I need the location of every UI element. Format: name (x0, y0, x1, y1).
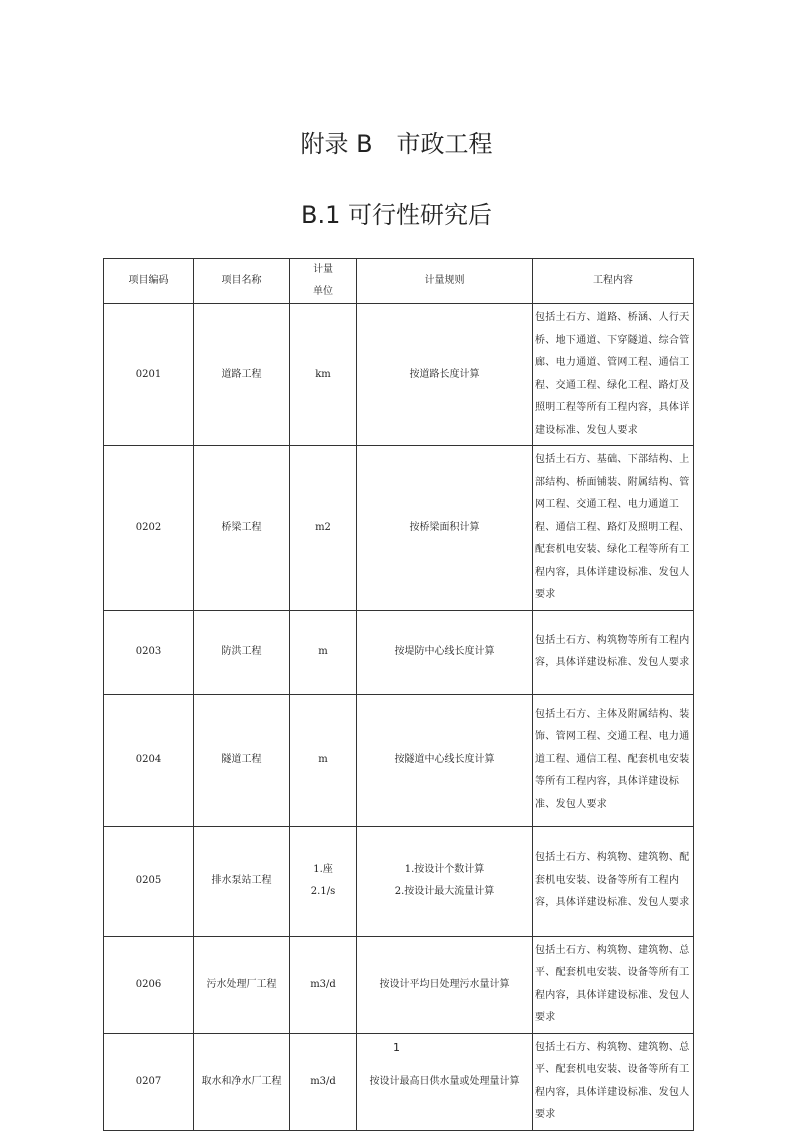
table-row (104, 694, 694, 826)
row-unit-line2: 2.1/s (310, 886, 336, 897)
row-content: 包括土石方、构筑物、建筑物、配套机电安装、设备等所有工程内容，具体详建设标准、发包人要求 (533, 826, 694, 936)
row-rule: 按桥梁面积计算 (357, 446, 533, 611)
row-content: 包括土石方、构筑物、建筑物、总平、配套机电安装、设备等所有工程内容，具体详建设标准、发包人要求 (533, 936, 694, 1033)
header-rule: 计量规则 (357, 259, 533, 304)
header-unit (290, 259, 357, 304)
row-name: 道路工程 (194, 304, 290, 446)
row-code: 0203 (104, 610, 194, 694)
row-rule-line2: 2.按设计最大流量计算 (394, 886, 495, 897)
row-unit-line1: 1.座 (313, 864, 333, 875)
table-row (104, 826, 694, 936)
table-row (104, 610, 694, 694)
row-name: 隧道工程 (194, 694, 290, 826)
row-unit (290, 826, 357, 936)
row-rule: 按设计最高日供水量或处理量计算 (357, 1033, 533, 1130)
row-unit: km (290, 304, 357, 446)
row-code: 0204 (104, 694, 194, 826)
row-code: 0205 (104, 826, 194, 936)
row-rule: 按设计平均日处理污水量计算 (357, 936, 533, 1033)
row-code: 0201 (104, 304, 194, 446)
row-unit: m2 (290, 446, 357, 611)
row-rule (357, 826, 533, 936)
header-unit-line1: 计量 (313, 264, 333, 275)
row-unit: m3/d (290, 1033, 357, 1130)
header-name: 项目名称 (194, 259, 290, 304)
header-code: 项目编码 (104, 259, 194, 304)
row-rule: 按堤防中心线长度计算 (357, 610, 533, 694)
row-unit: m (290, 694, 357, 826)
row-name: 桥梁工程 (194, 446, 290, 611)
table-row (104, 936, 694, 1033)
section-title: B.1 可行性研究后 (301, 201, 492, 229)
page-number: 1 (393, 1041, 400, 1054)
appendix-title: 附录 B 市政工程 (300, 130, 493, 158)
row-name: 防洪工程 (194, 610, 290, 694)
row-name: 污水处理厂工程 (194, 936, 290, 1033)
measurement-rules-table (103, 258, 694, 1131)
header-unit-line2: 单位 (313, 286, 333, 297)
row-content: 包括土石方、道路、桥涵、人行天桥、地下通道、下穿隧道、综合管廊、电力通道、管网工程、通信工程、交通工程、绿化工程、路灯及照明工程等所有工程内容，具体详建设标准、发包人要求 (533, 304, 694, 446)
row-content: 包括土石方、基础、下部结构、上部结构、桥面铺装、附属结构、管网工程、交通工程、电力通道工程、通信工程、路灯及照明工程、配套机电安装、绿化工程等所有工程内容，具体详建设标准、发包人要求 (533, 446, 694, 611)
row-name: 取水和净水厂工程 (194, 1033, 290, 1130)
row-content: 包括土石方、构筑物、建筑物、总平、配套机电安装、设备等所有工程内容，具体详建设标准、发包人要求 (533, 1033, 694, 1130)
table-row (104, 446, 694, 611)
row-rule-line1: 1.按设计个数计算 (404, 864, 485, 875)
row-unit: m3/d (290, 936, 357, 1033)
header-content: 工程内容 (533, 259, 694, 304)
row-code: 0207 (104, 1033, 194, 1130)
row-name: 排水泵站工程 (194, 826, 290, 936)
row-code: 0206 (104, 936, 194, 1033)
row-rule: 按隧道中心线长度计算 (357, 694, 533, 826)
row-code: 0202 (104, 446, 194, 611)
table-header-row (104, 259, 694, 304)
row-content: 包括土石方、主体及附属结构、装饰、管网工程、交通工程、电力通道工程、通信工程、配套机电安装等所有工程内容，具体详建设标准、发包人要求 (533, 694, 694, 826)
table-row (104, 304, 694, 446)
row-unit: m (290, 610, 357, 694)
row-content: 包括土石方、构筑物等所有工程内容，具体详建设标准、发包人要求 (533, 610, 694, 694)
row-rule: 按道路长度计算 (357, 304, 533, 446)
